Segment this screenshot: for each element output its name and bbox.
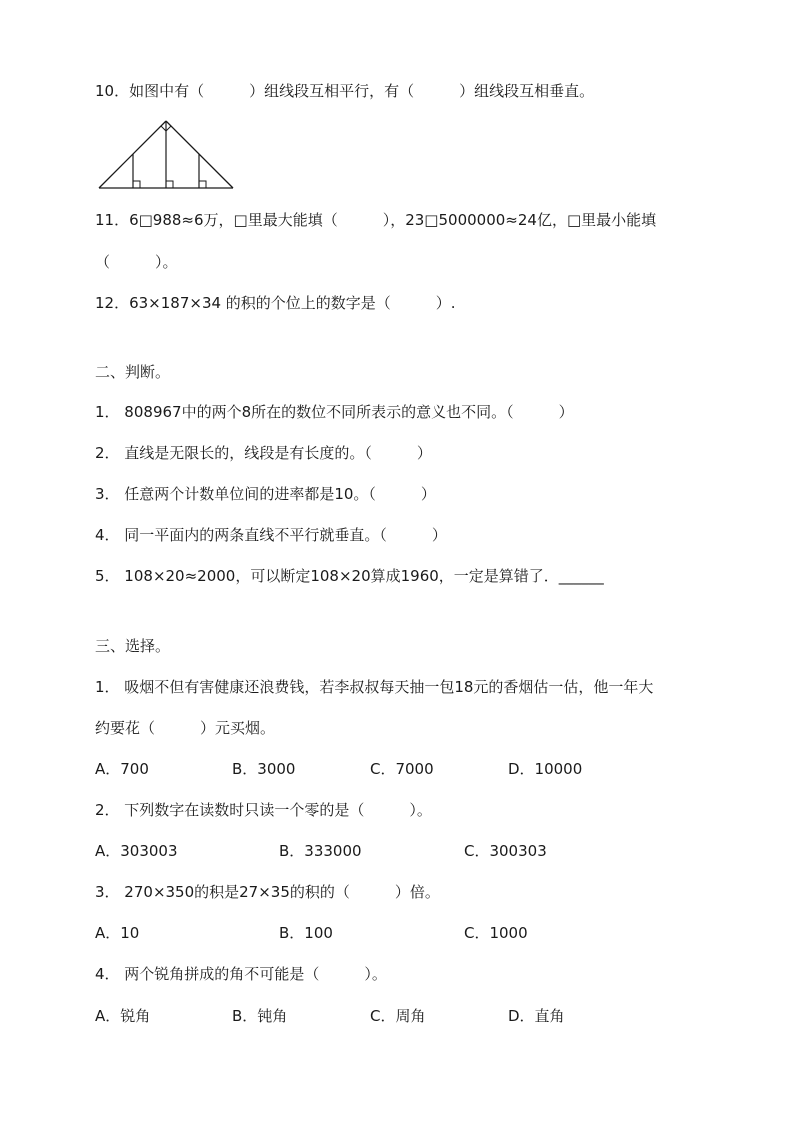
triangle-figure — [96, 118, 236, 194]
judge-item-4: 4． 同一平面内的两条直线不平行就垂直。（ ） — [95, 526, 447, 544]
choice-q4-option-b: B．钝角 — [232, 1007, 288, 1025]
choice-q2: 2． 下列数字在读数时只读一个零的是（ ）。 — [95, 801, 432, 819]
section-title-judge: 二、判断。 — [95, 363, 171, 381]
choice-q3: 3． 270×350的积是27×35的积的（ ）倍。 — [95, 883, 440, 901]
judge-item-3: 3． 任意两个计数单位间的进率都是10。（ ） — [95, 485, 436, 503]
choice-q2-option-b: B．333000 — [279, 842, 362, 860]
choice-q4-option-c: C．周角 — [370, 1007, 426, 1025]
section-title-choice: 三、选择。 — [95, 637, 171, 655]
choice-q2-option-c: C．300303 — [464, 842, 547, 860]
choice-q1-line1: 1． 吸烟不但有害健康还浪费钱，若李叔叔每天抽一包18元的香烟估一估，他一年大 — [95, 678, 654, 696]
choice-q1-option-d: D．10000 — [508, 760, 583, 778]
question-11-line1: 11．6□988≈6万，□里最大能填（ ），23□5000000≈24亿，□里最小能填 — [95, 211, 657, 229]
choice-q3-option-a: A．10 — [95, 924, 140, 942]
choice-q1-option-b: B．3000 — [232, 760, 296, 778]
choice-q2-option-a: A．303003 — [95, 842, 178, 860]
choice-q3-option-b: B．100 — [279, 924, 333, 942]
choice-q4-option-d: D．直角 — [508, 1007, 565, 1025]
judge-item-1: 1． 808967中的两个8所在的数位不同所表示的意义也不同。（ ） — [95, 403, 574, 421]
choice-q1-option-c: C．7000 — [370, 760, 434, 778]
choice-q1-line2: 约要花（ ）元买烟。 — [95, 719, 276, 737]
question-11-line2: （ ）。 — [95, 253, 178, 271]
judge-item-2: 2． 直线是无限长的，线段是有长度的。（ ） — [95, 444, 432, 462]
choice-q1-option-a: A．700 — [95, 760, 149, 778]
choice-q4: 4． 两个锐角拼成的角不可能是（ ）。 — [95, 965, 387, 983]
choice-q3-option-c: C．1000 — [464, 924, 528, 942]
question-12: 12．63×187×34 的积的个位上的数字是（ ）. — [95, 294, 456, 312]
right-angle-marks — [133, 126, 206, 188]
question-10: 10．如图中有（ ）组线段互相平行，有（ ）组线段互相垂直。 — [95, 82, 595, 100]
judge-item-5: 5． 108×20≈2000，可以断定108×20算成1960，一定是算错了．______ — [95, 567, 604, 585]
choice-q4-option-a: A．锐角 — [95, 1007, 151, 1025]
